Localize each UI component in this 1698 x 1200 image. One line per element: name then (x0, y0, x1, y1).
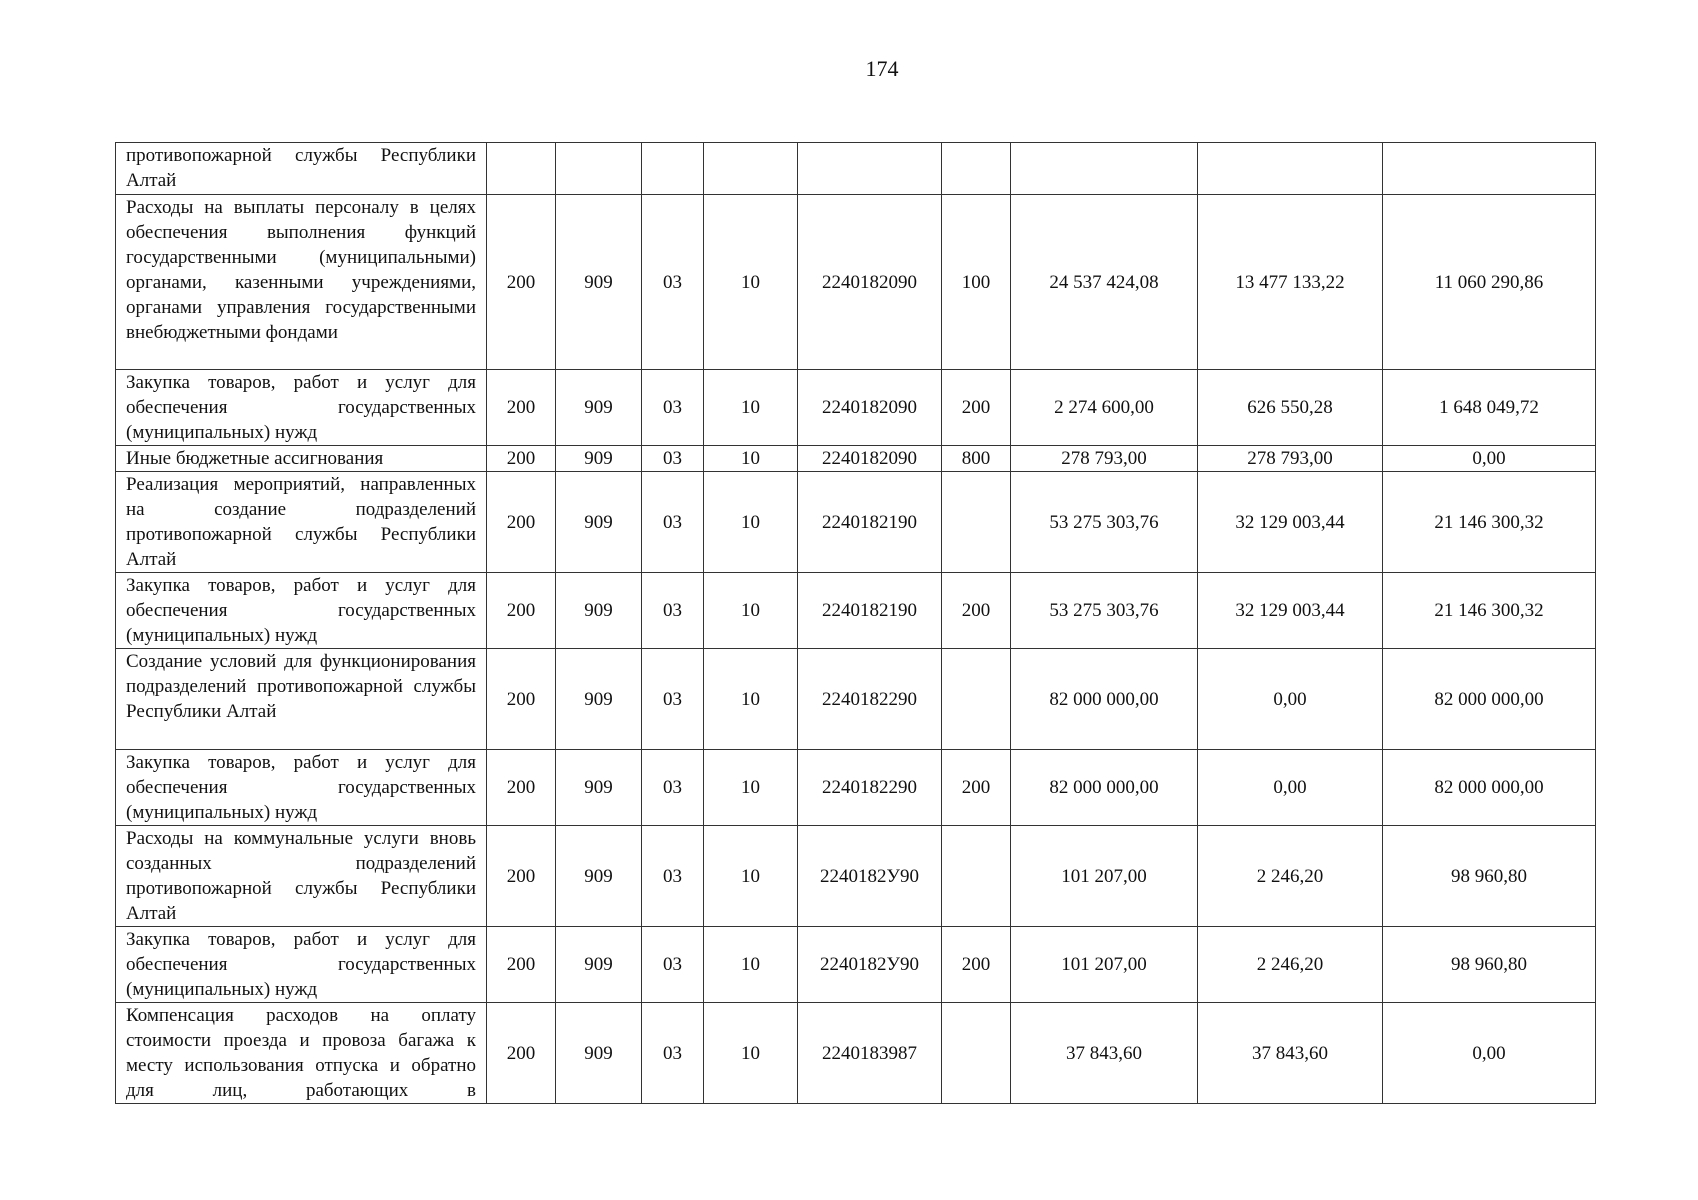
cell-code-2: 909 (556, 370, 642, 446)
cell-code-6 (942, 649, 1011, 750)
cell-code-3: 03 (642, 195, 704, 370)
table-row (116, 143, 1596, 195)
cell-amount-2 (1198, 143, 1383, 195)
cell-code-4: 10 (704, 472, 798, 573)
cell-code-5: 2240182190 (798, 472, 942, 573)
cell-amount-1: 37 843,60 (1011, 1003, 1198, 1104)
cell-code-5: 2240182290 (798, 649, 942, 750)
page-number: 174 (865, 56, 899, 81)
cell-amount-1: 24 537 424,08 (1011, 195, 1198, 370)
cell-amount-3: 0,00 (1383, 446, 1596, 472)
cell-amount-3: 0,00 (1383, 1003, 1596, 1104)
row-description: Расходы на выплаты персоналу в целях обеспечения выполнения функций государственными (муниципальными) органами, казенными учреждениями, органами управления государственными внебюджетными фондами (116, 195, 487, 370)
cell-code-4: 10 (704, 573, 798, 649)
cell-code-6: 200 (942, 750, 1011, 826)
table-row (116, 472, 1596, 573)
row-description: Иные бюджетные ассигнования (116, 446, 487, 472)
cell-amount-2: 32 129 003,44 (1198, 573, 1383, 649)
row-description: Компенсация расходов на оплату стоимости проезда и провоза багажа к месту использования отпуска и обратно для лиц, работающих в (116, 1003, 487, 1104)
cell-amount-3 (1383, 143, 1596, 195)
table-row (116, 826, 1596, 927)
cell-code-1: 200 (487, 649, 556, 750)
cell-code-2: 909 (556, 826, 642, 927)
row-description: Реализация мероприятий, направленных на создание подразделений противопожарной службы Республики Алтай (116, 472, 487, 573)
table-row (116, 649, 1596, 750)
cell-code-2: 909 (556, 1003, 642, 1104)
cell-code-2: 909 (556, 750, 642, 826)
cell-amount-1: 2 274 600,00 (1011, 370, 1198, 446)
cell-code-5: 2240182У90 (798, 826, 942, 927)
cell-code-1: 200 (487, 472, 556, 573)
cell-amount-2: 278 793,00 (1198, 446, 1383, 472)
cell-amount-2: 2 246,20 (1198, 927, 1383, 1003)
cell-amount-2: 0,00 (1198, 649, 1383, 750)
cell-code-4: 10 (704, 649, 798, 750)
cell-code-2: 909 (556, 573, 642, 649)
cell-amount-1: 82 000 000,00 (1011, 750, 1198, 826)
cell-code-3: 03 (642, 649, 704, 750)
cell-amount-3: 1 648 049,72 (1383, 370, 1596, 446)
cell-code-3: 03 (642, 573, 704, 649)
cell-code-6 (942, 143, 1011, 195)
cell-amount-1: 53 275 303,76 (1011, 573, 1198, 649)
row-description: Закупка товаров, работ и услуг для обеспечения государственных (муниципальных) нужд (116, 370, 487, 446)
cell-code-1: 200 (487, 195, 556, 370)
cell-code-4: 10 (704, 1003, 798, 1104)
cell-amount-3: 21 146 300,32 (1383, 573, 1596, 649)
cell-amount-1: 53 275 303,76 (1011, 472, 1198, 573)
cell-amount-1: 278 793,00 (1011, 446, 1198, 472)
cell-code-3: 03 (642, 927, 704, 1003)
table-row (116, 927, 1596, 1003)
cell-code-3: 03 (642, 1003, 704, 1104)
cell-code-6: 800 (942, 446, 1011, 472)
table-row (116, 573, 1596, 649)
cell-code-5: 2240182У90 (798, 927, 942, 1003)
cell-code-1: 200 (487, 573, 556, 649)
row-description: противопожарной службы Республики Алтай (116, 143, 487, 195)
cell-amount-3: 21 146 300,32 (1383, 472, 1596, 573)
row-description: Закупка товаров, работ и услуг для обеспечения государственных (муниципальных) нужд (116, 927, 487, 1003)
cell-code-5: 2240182090 (798, 446, 942, 472)
cell-code-6 (942, 826, 1011, 927)
row-description: Закупка товаров, работ и услуг для обеспечения государственных (муниципальных) нужд (116, 750, 487, 826)
cell-amount-2: 626 550,28 (1198, 370, 1383, 446)
cell-code-3: 03 (642, 750, 704, 826)
budget-table (115, 142, 1596, 1104)
cell-code-6 (942, 1003, 1011, 1104)
cell-amount-2: 0,00 (1198, 750, 1383, 826)
cell-code-5: 2240183987 (798, 1003, 942, 1104)
cell-code-1: 200 (487, 826, 556, 927)
row-description: Закупка товаров, работ и услуг для обеспечения государственных (муниципальных) нужд (116, 573, 487, 649)
cell-code-6 (942, 472, 1011, 573)
cell-code-3 (642, 143, 704, 195)
cell-code-2: 909 (556, 195, 642, 370)
cell-amount-1 (1011, 143, 1198, 195)
cell-code-3: 03 (642, 472, 704, 573)
cell-amount-3: 98 960,80 (1383, 927, 1596, 1003)
cell-amount-1: 101 207,00 (1011, 927, 1198, 1003)
cell-code-1 (487, 143, 556, 195)
cell-amount-1: 101 207,00 (1011, 826, 1198, 927)
cell-code-4: 10 (704, 750, 798, 826)
cell-code-5: 2240182190 (798, 573, 942, 649)
cell-code-4: 10 (704, 826, 798, 927)
cell-code-1: 200 (487, 1003, 556, 1104)
table-row (116, 370, 1596, 446)
cell-code-1: 200 (487, 370, 556, 446)
cell-amount-2: 2 246,20 (1198, 826, 1383, 927)
cell-amount-3: 11 060 290,86 (1383, 195, 1596, 370)
cell-code-6: 200 (942, 370, 1011, 446)
cell-amount-2: 32 129 003,44 (1198, 472, 1383, 573)
cell-code-2: 909 (556, 446, 642, 472)
cell-code-1: 200 (487, 927, 556, 1003)
cell-code-2: 909 (556, 927, 642, 1003)
cell-code-6: 200 (942, 927, 1011, 1003)
cell-code-2: 909 (556, 472, 642, 573)
cell-code-6: 100 (942, 195, 1011, 370)
cell-amount-3: 98 960,80 (1383, 826, 1596, 927)
cell-code-3: 03 (642, 370, 704, 446)
cell-code-4: 10 (704, 370, 798, 446)
cell-amount-1: 82 000 000,00 (1011, 649, 1198, 750)
row-description: Создание условий для функционирования подразделений противопожарной службы Республики Алтай (116, 649, 487, 750)
table-row (116, 446, 1596, 472)
table-row (116, 750, 1596, 826)
cell-code-4: 10 (704, 927, 798, 1003)
cell-code-1: 200 (487, 446, 556, 472)
row-description: Расходы на коммунальные услуги вновь созданных подразделений противопожарной службы Республики Алтай (116, 826, 487, 927)
cell-code-6: 200 (942, 573, 1011, 649)
cell-amount-2: 13 477 133,22 (1198, 195, 1383, 370)
cell-code-5: 2240182290 (798, 750, 942, 826)
cell-code-5: 2240182090 (798, 370, 942, 446)
table-row (116, 195, 1596, 370)
cell-code-1: 200 (487, 750, 556, 826)
table-row (116, 1003, 1596, 1104)
cell-code-4: 10 (704, 446, 798, 472)
cell-amount-2: 37 843,60 (1198, 1003, 1383, 1104)
cell-code-2: 909 (556, 649, 642, 750)
cell-amount-3: 82 000 000,00 (1383, 750, 1596, 826)
cell-code-3: 03 (642, 826, 704, 927)
cell-code-2 (556, 143, 642, 195)
cell-code-4 (704, 143, 798, 195)
cell-code-5 (798, 143, 942, 195)
cell-code-4: 10 (704, 195, 798, 370)
cell-amount-3: 82 000 000,00 (1383, 649, 1596, 750)
cell-code-5: 2240182090 (798, 195, 942, 370)
cell-code-3: 03 (642, 446, 704, 472)
